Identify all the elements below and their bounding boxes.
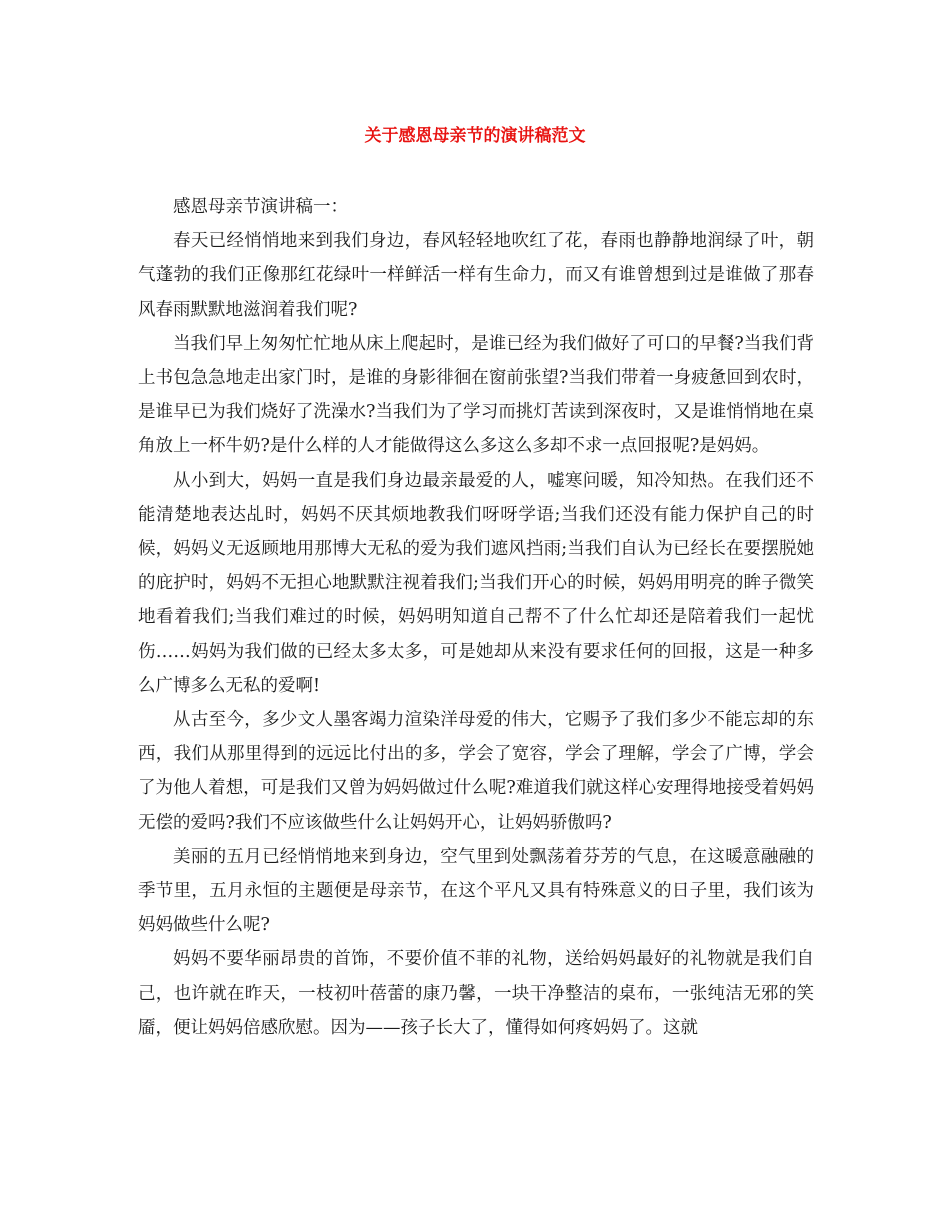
paragraph-heading: 感恩母亲节演讲稿一： [173, 197, 348, 217]
paragraph: 从小到大，妈妈一直是我们身边最亲最爱的人，嘘寒问暖，知冷知热。在我们还不能清楚地表达乩时，妈妈不厌其烦地教我们呀呀学语;当我们还没有能力保护自己的时候，妈妈义无返顾地用那博大无私的爱为我们遮风挡雨;当我们自认为已经长在要摆脱她的庇护时，妈妈不无担心地默默注视着我们;当我们开心的时候，妈妈用明亮的眸子微笑地看着我们;当我们难过的时候，妈妈明知道自己帮不了什么忙却还是陪着我们一起忧伤……妈妈为我们做的已经太多太多，可是她却从来没有要求任何的回报，这是一种多么广博多么无私的爱啊! [138, 470, 814, 696]
paragraph: 美丽的五月已经悄悄地来到身边，空气里到处飘荡着芬芳的气息，在这暖意融融的季节里，五月永恒的主题便是母亲节，在这个平凡又具有特殊意义的日子里，我们该为妈妈做些什么呢? [138, 846, 814, 936]
paragraph: 妈妈不要华丽昂贵的首饰，不要价值不菲的礼物，送给妈妈最好的礼物就是我们自己，也许就在昨天，一枝初叶蓓蕾的康乃馨，一块干净整洁的桌布，一张纯洁无邪的笑靥，便让妈妈倍感欣慰。因为——孩子长大了，懂得如何疼妈妈了。这就 [138, 949, 814, 1038]
paragraph: 春天已经悄悄地来到我们身边，春风轻轻地吹红了花，春雨也静静地润绿了叶，朝气蓬勃的我们正像那红花绿叶一样鲜活一样有生命力，而又有谁曾想到过是谁做了那春风春雨默默地滋润着我们呢? [138, 231, 814, 320]
paragraph: 当我们早上匆匆忙忙地从床上爬起时，是谁已经为我们做好了可口的早餐?当我们背上书包急急地走出家门时，是谁的身影徘徊在窗前张望?当我们带着一身疲惫回到农时，是谁早已为我们烧好了洗澡水?当我们为了学习而挑灯苦读到深夜时，又是谁悄悄地在桌角放上一杯牛奶?是什么样的人才能做得这么多这么多却不求一点回报呢?是妈妈。 [138, 333, 814, 457]
paragraph: 从古至今，多少文人墨客竭力渲染洋母爱的伟大，它赐予了我们多少不能忘却的东西，我们从那里得到的远远比付出的多，学会了宽容，学会了理解，学会了广博，学会了为他人着想，可是我们又曾为妈妈做过什么呢?难道我们就这样心安理得地接受着妈妈无偿的爱吗?我们不应该做些什么让妈妈开心，让妈妈骄傲吗? [138, 710, 814, 833]
document-title: 关于感恩母亲节的演讲稿范文 [364, 126, 586, 146]
document-body [138, 190, 814, 1045]
